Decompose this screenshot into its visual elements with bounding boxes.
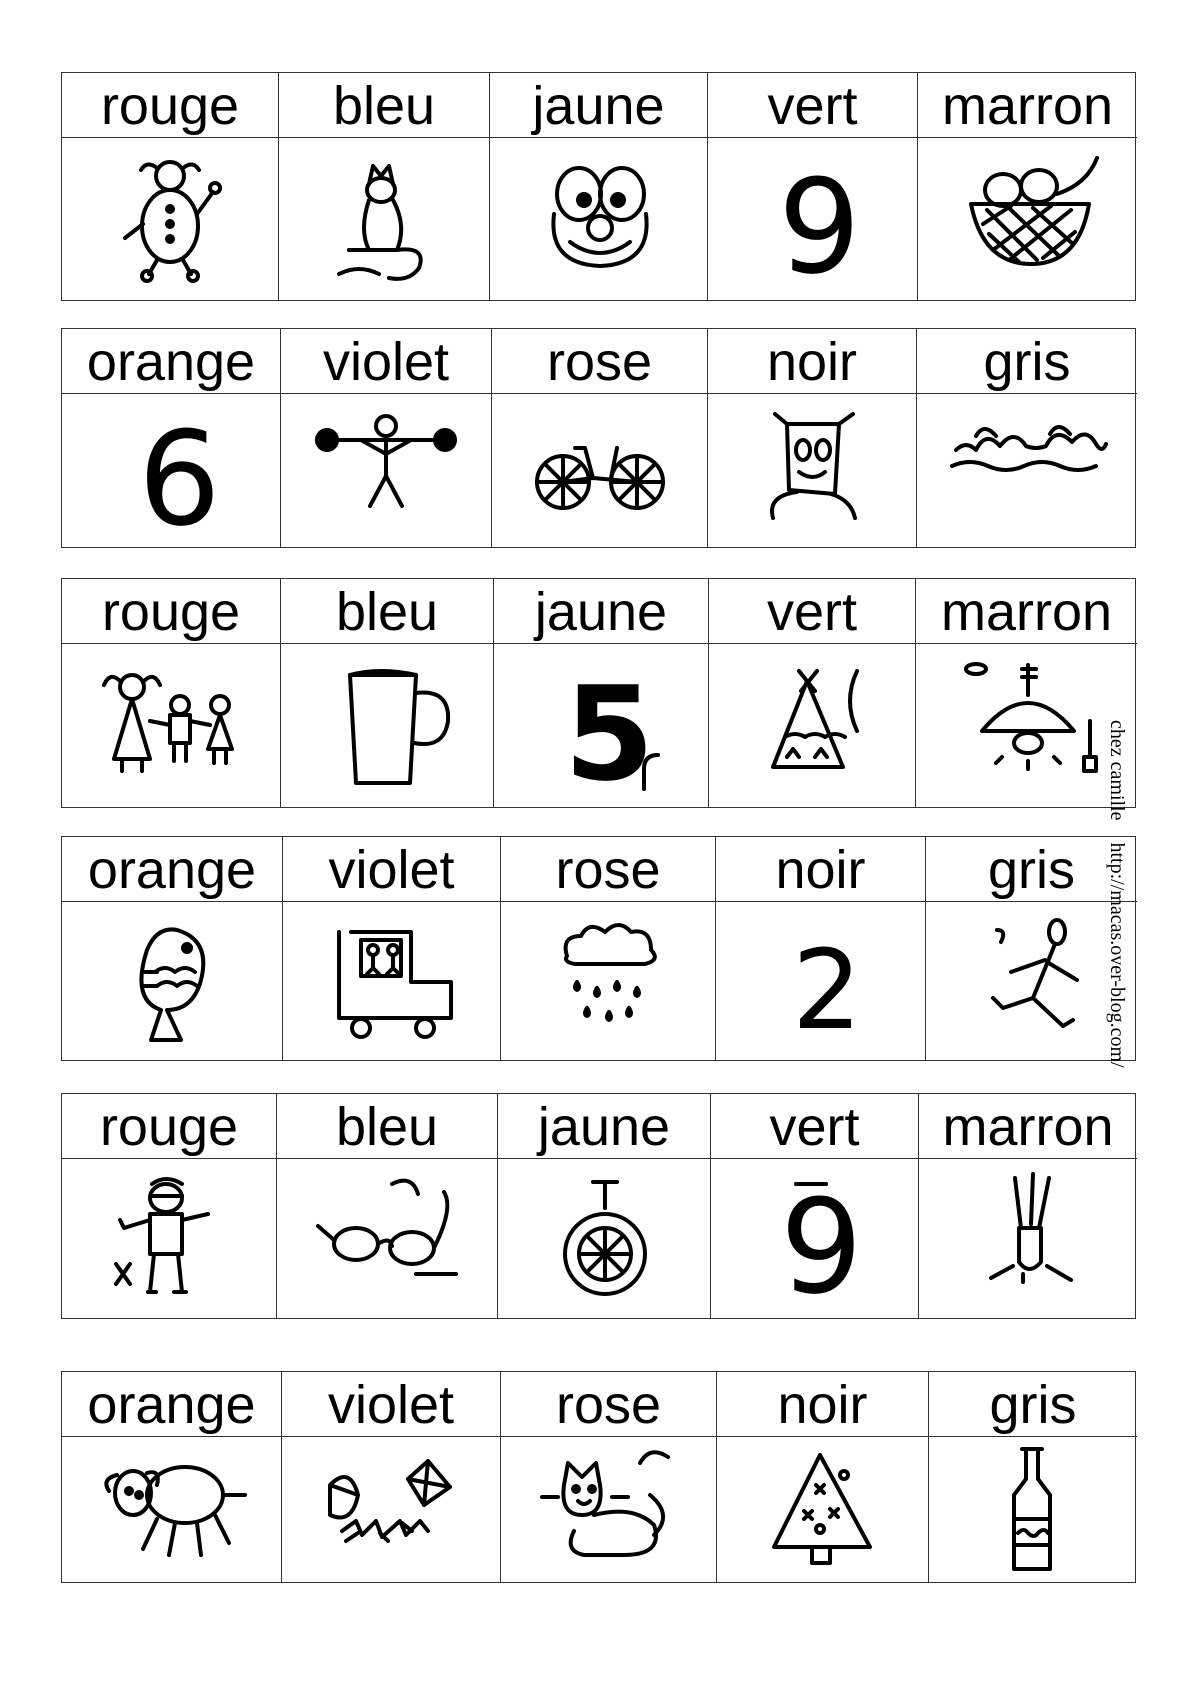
svg-text:9: 9 bbox=[777, 151, 861, 303]
cell-blue bbox=[277, 1094, 498, 1318]
color-label: violet bbox=[282, 1372, 500, 1437]
cell-red bbox=[62, 579, 281, 807]
number-two-icon bbox=[746, 916, 896, 1054]
cell-pink bbox=[501, 837, 716, 1060]
color-label: jaune bbox=[498, 1094, 710, 1159]
color-label: jaune bbox=[494, 579, 708, 644]
cat-sitting-icon bbox=[309, 154, 459, 284]
watermark-credit bbox=[1098, 720, 1128, 1190]
cell-yellow bbox=[494, 579, 709, 810]
number-five-icon bbox=[526, 657, 676, 810]
fish-icon bbox=[97, 916, 247, 1046]
watermark-author: chez camille bbox=[1106, 720, 1128, 821]
color-label: rose bbox=[501, 837, 715, 902]
color-label: gris bbox=[926, 837, 1137, 902]
mug-icon bbox=[312, 661, 462, 791]
color-label: gris bbox=[929, 1372, 1137, 1437]
color-label: marron bbox=[919, 1094, 1137, 1159]
cell-violet bbox=[282, 1372, 501, 1582]
cell-red bbox=[62, 73, 279, 300]
color-label: noir bbox=[716, 837, 925, 902]
cell-orange bbox=[62, 1372, 282, 1582]
cell-red bbox=[62, 1094, 277, 1318]
doll-girl-icon bbox=[95, 154, 245, 284]
weightlifter-icon bbox=[311, 406, 461, 536]
cell-brown bbox=[918, 73, 1137, 300]
clown-face-icon bbox=[524, 154, 674, 284]
cell-yellow bbox=[490, 73, 708, 300]
color-label: rouge bbox=[62, 73, 278, 138]
color-label: gris bbox=[917, 329, 1137, 394]
svg-text:9: 9 bbox=[779, 1170, 863, 1323]
svg-text:6: 6 bbox=[138, 402, 221, 555]
cell-black bbox=[708, 329, 917, 547]
color-label: rouge bbox=[62, 579, 280, 644]
cell-grey bbox=[929, 1372, 1137, 1582]
car-icon bbox=[317, 916, 467, 1046]
svg-text:2: 2 bbox=[791, 926, 862, 1054]
cell-blue bbox=[279, 73, 490, 300]
cell-blue bbox=[281, 579, 494, 807]
cell-green bbox=[711, 1094, 919, 1323]
color-label: marron bbox=[916, 579, 1137, 644]
cell-black bbox=[716, 837, 926, 1060]
number-six-icon bbox=[96, 402, 246, 555]
color-label: bleu bbox=[281, 579, 493, 644]
color-strip-6 bbox=[61, 1371, 1136, 1583]
cell-orange bbox=[62, 837, 283, 1060]
kites-icon bbox=[316, 1445, 466, 1575]
color-label: vert bbox=[709, 579, 915, 644]
crocodiles-icon bbox=[952, 406, 1102, 536]
color-label: orange bbox=[62, 329, 280, 394]
color-label: marron bbox=[918, 73, 1137, 138]
color-label: bleu bbox=[279, 73, 489, 138]
color-strip-5 bbox=[61, 1093, 1136, 1323]
cell-green bbox=[709, 579, 916, 807]
color-strip-1 bbox=[61, 72, 1136, 301]
color-label: rose bbox=[492, 329, 707, 394]
color-strip-4 bbox=[61, 836, 1136, 1061]
bicycle-icon bbox=[525, 406, 675, 536]
sheep-icon bbox=[97, 1445, 247, 1575]
color-label: jaune bbox=[490, 73, 707, 138]
color-label: rose bbox=[501, 1372, 716, 1437]
cell-pink bbox=[492, 329, 708, 547]
color-label: violet bbox=[283, 837, 500, 902]
fruit-basket-icon bbox=[953, 154, 1103, 284]
rain-cloud-icon bbox=[533, 916, 683, 1046]
running-man-icon bbox=[957, 916, 1107, 1046]
cell-violet bbox=[281, 329, 492, 547]
watermark-url: http://macas.over-blog.com/ bbox=[1106, 842, 1128, 1068]
cell-orange bbox=[62, 329, 281, 555]
color-label: violet bbox=[281, 329, 491, 394]
square-character-icon bbox=[737, 406, 887, 536]
tipi-icon bbox=[737, 661, 887, 791]
color-label: orange bbox=[62, 837, 282, 902]
family-icon bbox=[96, 661, 246, 791]
color-label: bleu bbox=[277, 1094, 497, 1159]
color-label: orange bbox=[62, 1372, 281, 1437]
christmas-tree-icon bbox=[748, 1445, 898, 1575]
pirate-icon bbox=[94, 1174, 244, 1304]
svg-text:5: 5 bbox=[564, 657, 655, 810]
number-nine-icon bbox=[738, 151, 888, 303]
bottle-icon bbox=[958, 1445, 1108, 1575]
glasses-icon bbox=[312, 1174, 462, 1304]
unicycle-wheel-icon bbox=[529, 1174, 679, 1304]
color-strip-3 bbox=[61, 578, 1136, 808]
color-label: vert bbox=[708, 73, 917, 138]
cell-pink bbox=[501, 1372, 717, 1582]
cell-grey bbox=[917, 329, 1137, 547]
color-strip-2 bbox=[61, 328, 1136, 555]
lying-cat-icon bbox=[534, 1445, 684, 1575]
color-label: rouge bbox=[62, 1094, 276, 1159]
number-nine-icon bbox=[740, 1170, 890, 1323]
cell-violet bbox=[283, 837, 501, 1060]
lamp-icon bbox=[952, 661, 1102, 791]
cell-black bbox=[717, 1372, 929, 1582]
color-label: noir bbox=[708, 329, 916, 394]
cell-yellow bbox=[498, 1094, 711, 1318]
leek-icon bbox=[953, 1174, 1103, 1304]
color-label: vert bbox=[711, 1094, 918, 1159]
cell-green bbox=[708, 73, 918, 303]
color-label: noir bbox=[717, 1372, 928, 1437]
